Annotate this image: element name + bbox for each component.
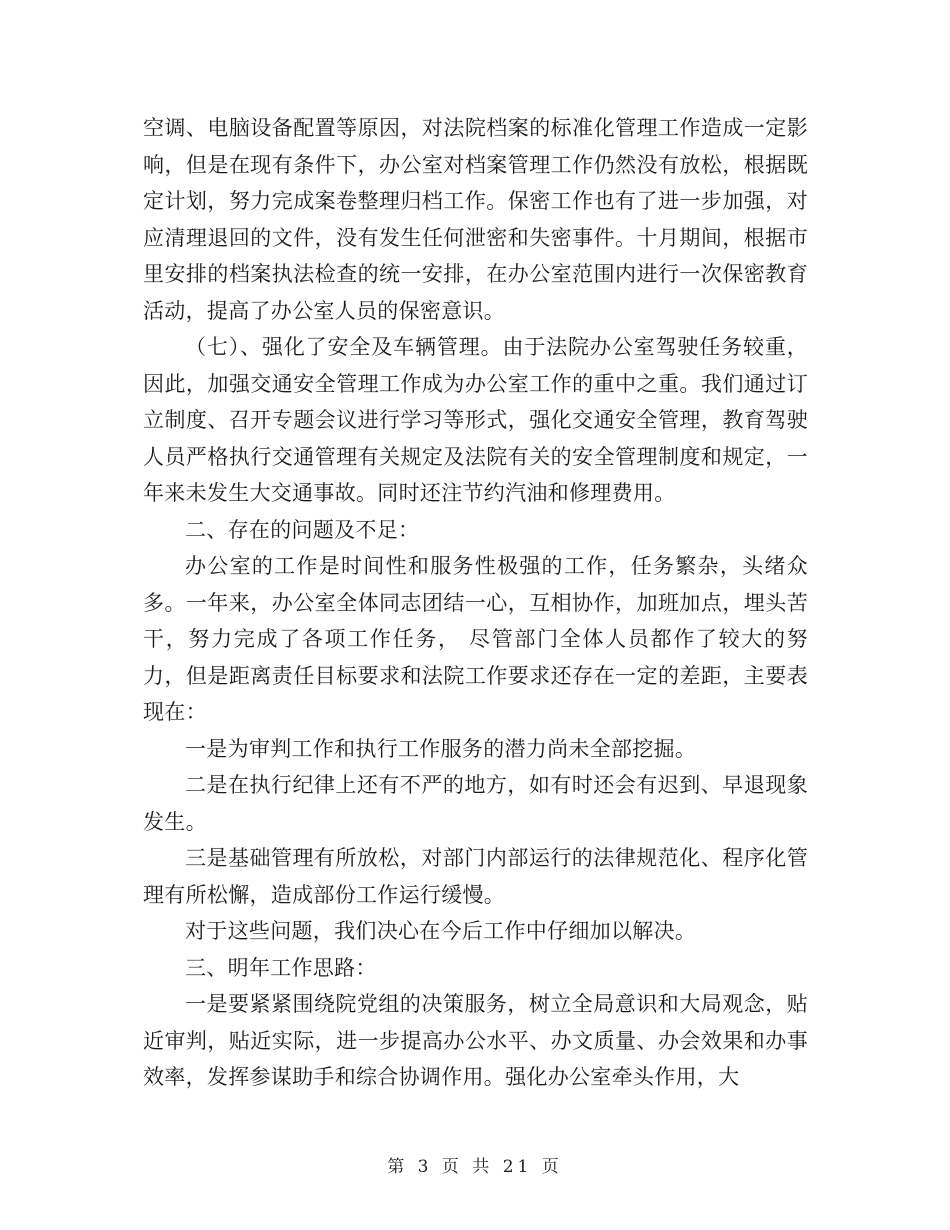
paragraph-office-work: 办公室的工作是时间性和服务性极强的工作，任务繁杂，头绪众多。一年来，办公室全体同志团结一心，互相协作，加班加点，埋头苦干，努力完成了各项工作任务， 尽管部门全体人员都作了较大的努力，但是距离责任目标要求和法院工作要求还存在一定的差距，主要表现在： bbox=[143, 554, 808, 724]
paragraph-plan-one: 一是要紧紧围绕院党组的决策服务，树立全局意识和大局观念，贴近审判，贴近实际，进一步提高办公水平、办文质量、办会效果和办事效率，发挥参谋助手和综合协调作用。强化办公室牵头作用，大 bbox=[143, 992, 808, 1089]
page-number-footer: 第 3 页 共 21 页 bbox=[387, 1157, 563, 1177]
document-body bbox=[143, 110, 808, 1096]
paragraph-vehicle-safety: （七）、强化了安全及车辆管理。由于法院办公室驾驶任务较重，因此，加强交通安全管理工作成为办公室工作的重中之重。我们通过订立制度、召开专题会议进行学习等形式，强化交通安全管理，教育驾驶人员严格执行交通管理有关规定及法院有关的安全管理制度和规定，一年来未发生大交通事故。同时还注节约汽油和修理费用。 bbox=[143, 335, 808, 505]
paragraph-issue-one: 一是为审判工作和执行工作服务的潜力尚未全部挖掘。 bbox=[185, 736, 697, 761]
paragraph-resolution: 对于这些问题，我们决心在今后工作中仔细加以解决。 bbox=[185, 919, 697, 943]
paragraph-issue-three: 三是基础管理有所放松，对部门内部运行的法律规范化、程序化管理有所松懈，造成部份工作运行缓慢。 bbox=[143, 846, 808, 907]
paragraph-issue-two: 二是在执行纪律上还有不严的地方，如有时还会有迟到、早退现象发生。 bbox=[143, 773, 808, 834]
paragraph-archives: 空调、电脑设备配置等原因，对法院档案的标准化管理工作造成一定影响，但是在现有条件下，办公室对档案管理工作仍然没有放松，根据既定计划，努力完成案卷整理归档工作。保密工作也有了进一步加强，对应清理退回的文件，没有发生任何泄密和失密事件。十月期间，根据市里安排的档案执法检查的统一安排，在办公室范围内进行一次保密教育活动，提高了办公室人员的保密意识。 bbox=[143, 116, 808, 323]
heading-next-year: 三、明年工作思路： bbox=[185, 955, 377, 980]
heading-problems: 二、存在的问题及不足： bbox=[185, 517, 420, 542]
